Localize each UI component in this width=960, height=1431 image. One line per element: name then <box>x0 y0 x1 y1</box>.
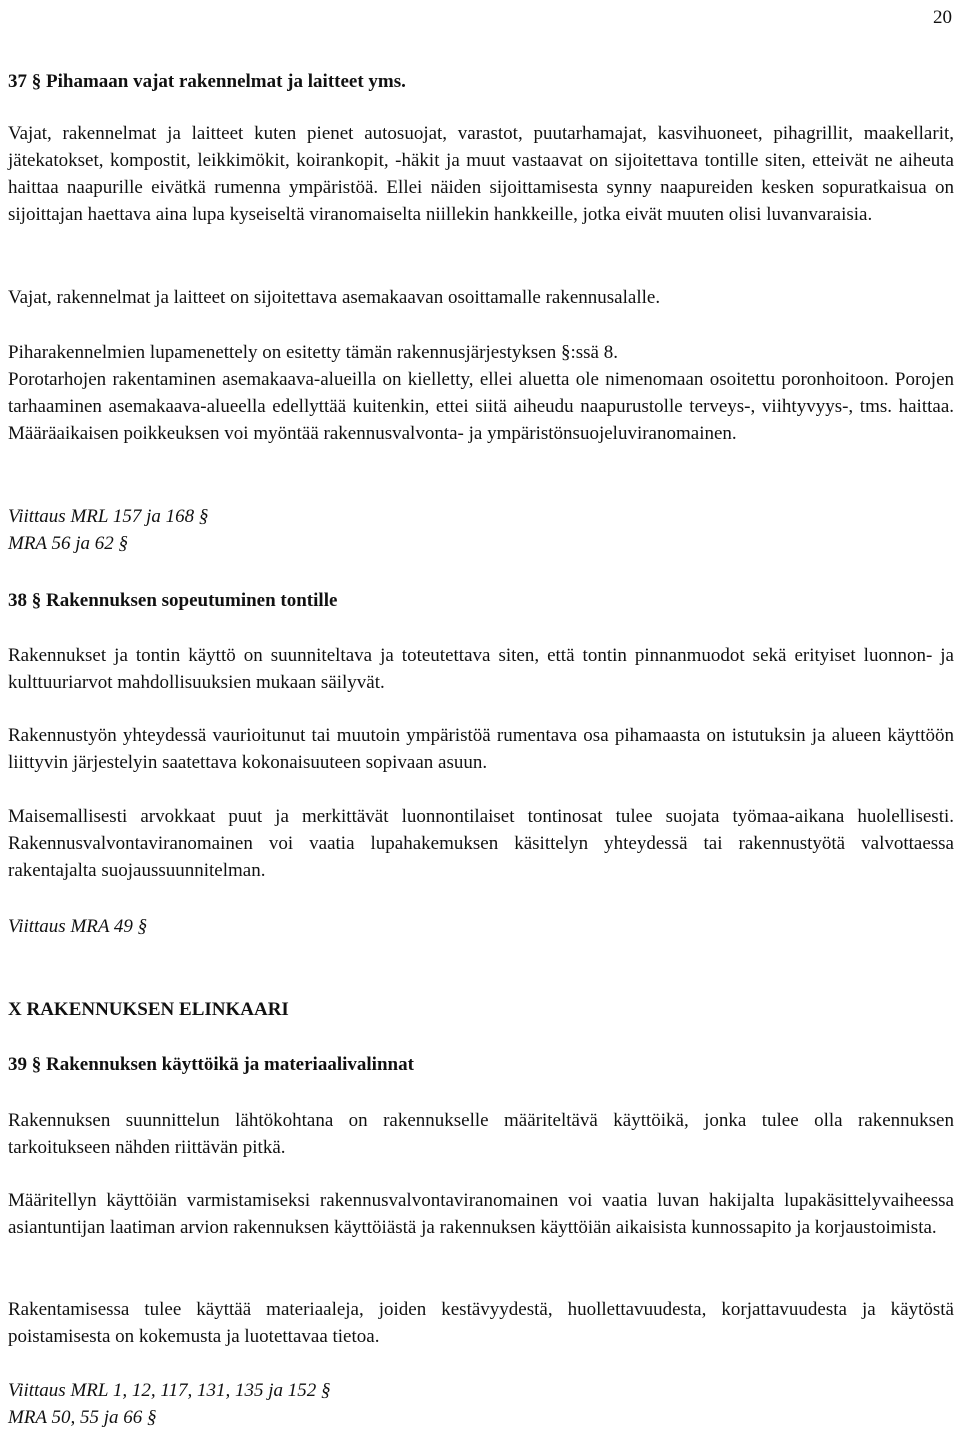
section-39-heading: 39 § Rakennuksen käyttöikä ja materiaalivalinnat <box>8 1054 414 1075</box>
section-39-reference-2: MRA 50, 55 ja 66 § <box>8 1407 157 1428</box>
section-37-paragraph-3: Piharakennelmien lupamenettely on esitetty tämän rakennusjärjestyksen §:ssä 8. <box>8 342 618 363</box>
section-37-heading: 37 § Pihamaan vajat rakennelmat ja laitteet yms. <box>8 71 406 92</box>
section-39-reference-1: Viittaus MRL 1, 12, 117, 131, 135 ja 152 § <box>8 1380 331 1401</box>
page-number: 20 <box>933 7 952 28</box>
section-37-reference-2: MRA 56 ja 62 § <box>8 533 128 554</box>
section-37-paragraph-2: Vajat, rakennelmat ja laitteet on sijoitettava asemakaavan osoittamalle rakennusalalle. <box>8 287 661 308</box>
section-39-paragraph-3: Rakentamisessa tulee käyttää materiaaleja, joiden kestävyydestä, huollettavuudesta, korjattavuudesta ja käytöstä poistamisesta on kokemusta ja luotettavaa tietoa. <box>8 1299 954 1347</box>
section-38-paragraph-1: Rakennukset ja tontin käyttö on suunniteltava ja toteutettava siten, että tontin pinnanmuodot sekä erityiset luonnon- ja kulttuuriarvot mahdollisuuksien mukaan säilyvät. <box>8 645 954 693</box>
section-38-heading: 38 § Rakennuksen sopeutuminen tontille <box>8 590 338 611</box>
section-37-paragraph-1: Vajat, rakennelmat ja laitteet kuten pienet autosuojat, varastot, puutarhamajat, kasvihuoneet, pihagrillit, maakellarit, jätekatokset, kompostit, leikkimökit, koirankopit, -häkit ja muut vastaavat on sijoitettava tontille siten, etteivät ne aiheuta haittaa naapurille eivätkä rumenna ympäristöä. Ellei näiden sijoittamisesta synny naapureiden kesken sopuratkaisua on sijoittajan haettava aina lupa kyseiseltä viranomaiselta niillekin hankkeille, jotka eivät muuten olisi luvanvaraisia. <box>8 123 954 225</box>
section-39-paragraph-2: Määritellyn käyttöiän varmistamiseksi rakennusvalvontaviranomainen voi vaatia luvan hakijalta lupakäsittelyvaiheessa asiantuntijan laatiman arvion rakennuksen käyttöiästä ja rakennuksen käyttöiän aikaisista kunnossapito ja korjaustoimista. <box>8 1190 954 1238</box>
section-38-reference-1: Viittaus MRA 49 § <box>8 916 148 937</box>
section-37-paragraph-4: Porotarhojen rakentaminen asemakaava-alueilla on kielletty, ellei aluetta ole nimenomaan osoitettu poronhoitoon. Porojen tarhaaminen asemakaava-alueella edellyttää kuitenkin, ettei siitä aiheudu naapurustolle terveys-, viihtyvyys-, tms. haittaa. Määräaikaisen poikkeuksen voi myöntää rakennusvalvonta- ja ympäristönsuojeluviranomainen. <box>8 369 954 444</box>
chapter-x-heading: X RAKENNUKSEN ELINKAARI <box>8 999 289 1020</box>
section-39-paragraph-1: Rakennuksen suunnittelun lähtökohtana on rakennukselle määriteltävä käyttöikä, jonka tulee olla rakennuksen tarkoitukseen nähden riittävän pitkä. <box>8 1110 954 1158</box>
section-38-paragraph-2: Rakennustyön yhteydessä vaurioitunut tai muutoin ympäristöä rumentava osa pihamaasta on istutuksin ja alueen käyttöön liittyvin järjestelyin saatettava kokonaisuuteen sopivaan asuun. <box>8 725 954 773</box>
section-37-reference-1: Viittaus MRL 157 ja 168 § <box>8 506 209 527</box>
section-38-paragraph-3: Maisemallisesti arvokkaat puut ja merkittävät luonnontilaiset tontinosat tulee suojata työmaa-aikana huolellisesti. Rakennusvalvontaviranomainen voi vaatia lupahakemuksen käsittelyn yhteydessä tai rakennustyötä valvottaessa rakentajalta suojaussuunnitelman. <box>8 806 954 881</box>
